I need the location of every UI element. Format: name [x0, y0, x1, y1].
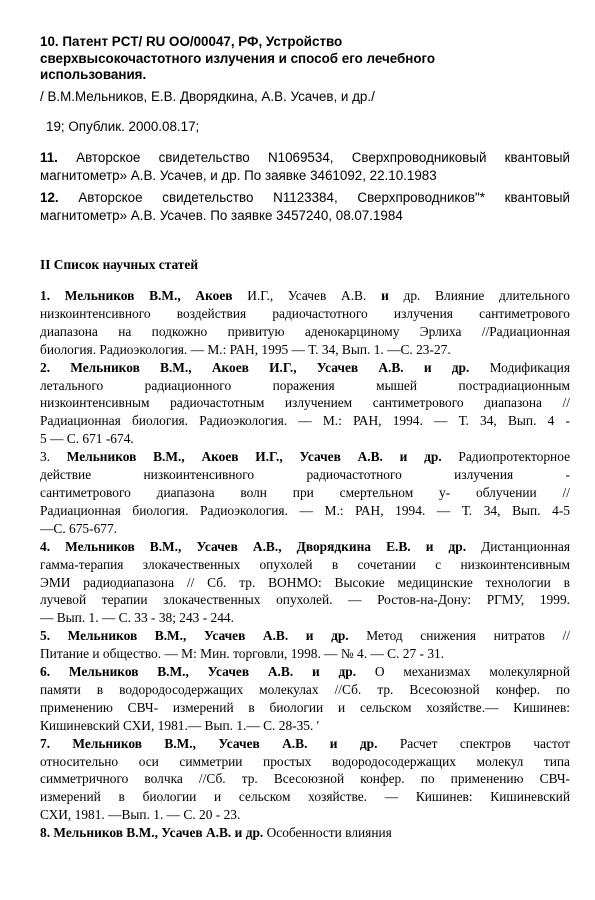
article-item: [40, 627, 570, 663]
article-line: [40, 753, 570, 771]
article-text: Особенности влияния: [263, 825, 392, 841]
article-item: [40, 663, 570, 735]
article-line: [40, 591, 570, 609]
article-line: [40, 377, 570, 395]
article-authors: 2. Мельников В.М., Акоев И.Г., Усачев А.В. и др.: [40, 359, 470, 375]
certificate-line: магнитометр» А.В. Усачев, и др. По заявке 3461092, 22.10.1983: [40, 167, 437, 183]
article-line: [40, 394, 570, 412]
article-line: [40, 502, 570, 520]
article-line: [40, 448, 570, 466]
article-text: низкоинтенсивным радиочастотным излучением сантиметрового диапазона //: [40, 395, 570, 411]
article-line: [40, 341, 570, 359]
article-text: Радиационная биология. Радиоэкология. — М.: РАН, 1994. — Т. 34, Вып. 4 -: [40, 413, 570, 429]
patent-title-line: сверхвысокочастотного излучения и способ его лечебного: [40, 50, 436, 66]
article-authors: 4. Мельников В.М., Усачев А.В., Дворядкина Е.В. и др.: [40, 538, 467, 554]
article-text: др. Влияние длительного: [388, 288, 571, 303]
article-line: [40, 287, 570, 305]
certificate-number: 11.: [40, 150, 58, 165]
article-line: [40, 323, 570, 341]
article-text: Питание и общество. — М: Мин. торговли, 1998. — № 4. — С. 27 - 31.: [40, 646, 445, 662]
article-text: Радиопротекторное: [441, 449, 571, 465]
article-text: СХИ, 1981. —Вып. 1. — С. 20 - 23.: [40, 807, 241, 823]
article-text: измерений в биологии и сельском хозяйстве. — Кишинев: Кишиневский: [40, 789, 570, 805]
article-line: [40, 430, 570, 448]
article-text: Кишиневский СХИ, 1981.— Вып. 1.— С. 28-35. ': [40, 717, 320, 733]
certificate-number: 12.: [40, 190, 59, 205]
article-text: ЭМИ радиодиапазона // Сб. тр. ВОНМО: Высокие медицинские технологии в: [40, 574, 570, 590]
article-line: [40, 681, 570, 699]
article-item: [40, 287, 570, 359]
article-line: [40, 538, 570, 556]
article-item: [40, 824, 570, 842]
article-line: [40, 466, 570, 484]
article-text: действие низкоинтенсивного радиочастотного излучения -: [40, 467, 570, 483]
article-text: 3.: [40, 449, 67, 465]
article-item: [40, 735, 570, 825]
article-text: Радиационная биология. Радиоэкология. — М.: РАН, 1994. — Т. 34, Вып. 4-5: [40, 502, 570, 518]
article-item: [40, 359, 570, 449]
article-line: [40, 484, 570, 502]
article-line: [40, 520, 570, 538]
article-text: применению СВЧ- измерений в биологии и сельском хозяйстве.— Кишинев:: [40, 699, 570, 715]
article-text: Модификация: [469, 359, 571, 375]
article-authors: 5. Мельников В.М., Усачев А.В. и др.: [40, 628, 349, 644]
article-line: [40, 627, 570, 645]
certificate-text: Авторское свидетельство N1123384, Сверхпроводников"* квантовый: [58, 190, 570, 205]
article-line: [40, 645, 570, 663]
certificate-11: [40, 149, 570, 184]
article-item: [40, 448, 570, 538]
article-authors: 6. Мельников В.М., Усачев А.В. и др.: [40, 664, 357, 680]
patent-title: [40, 34, 570, 84]
article-text: Дистанционная: [466, 538, 570, 554]
article-line: [40, 717, 570, 735]
article-text: низкоинтенсивного воздействия радиочастотного излучения сантиметрового: [40, 305, 570, 321]
article-line: [40, 806, 570, 824]
patent-title-line: 10. Патент PCT/ RU OO/00047, РФ, Устройство: [40, 34, 343, 49]
article-line: [40, 770, 570, 788]
patent-authors: / В.М.Мельников, Е.В. Дворядкина, А.В. Усачев, и др./: [40, 89, 375, 104]
article-line: [40, 735, 570, 753]
article-line: [40, 663, 570, 681]
article-authors: 8. Мельников В.М., Усачев А.В. и др.: [40, 825, 264, 841]
article-text: сантиметрового диапазона волн при смертельном у- облучении //: [40, 484, 570, 500]
article-text: относительно оси симметрии простых водородосодержащих молекул типа: [40, 753, 570, 769]
certificate-line: [40, 149, 570, 167]
articles-list: [40, 287, 570, 842]
certificate-line: [40, 189, 570, 207]
article-text: И.Г., Усачев А.В.: [232, 288, 382, 303]
article-text: памяти в водородосодержащих молекулах //Сб. тр. Всесоюзной конфер. по: [40, 681, 570, 697]
article-line: [40, 824, 570, 842]
article-line: [40, 359, 570, 377]
article-text: —С. 675-677.: [40, 520, 117, 536]
article-line: [40, 699, 570, 717]
article-authors: и: [381, 288, 389, 303]
article-text: биология. Радиоэкология. — М.: РАН, 1995 — Т. 34, Вып. 1. —С. 23-27.: [40, 341, 451, 357]
article-text: 5 — С. 671 -674.: [40, 431, 134, 447]
article-text: Расчет спектров частот: [377, 735, 570, 751]
patent-published: 19; Опублик. 2000.08.17;: [46, 119, 200, 134]
article-text: — Вып. 1. — С. 33 - 38; 243 - 244.: [40, 610, 234, 626]
article-authors: 1. Мельников В.М., Акоев: [40, 288, 233, 303]
article-text: симметричного волчка //Сб. тр. Всесоюзной конфер. по применению СВЧ-: [40, 771, 570, 787]
article-text: лучевой терапии злокачественных опухолей. — Ростов-на-Дону: РГМУ, 1999.: [40, 592, 570, 608]
article-text: гамма-терапия злокачественных опухолей в сочетании с низкоинтенсивным: [40, 556, 570, 572]
article-line: [40, 609, 570, 627]
article-item: [40, 538, 570, 628]
certificate-line: магнитометр» А.В. Усачев. По заявке 3457240, 08.07.1984: [40, 207, 403, 223]
article-text: летального радиационного поражения мышей пострадиационным: [40, 377, 570, 393]
article-line: [40, 305, 570, 323]
article-text: Метод снижения нитратов //: [348, 628, 571, 644]
article-line: [40, 788, 570, 806]
certificate-12: [40, 189, 570, 224]
section-title: II Список научных статей: [40, 257, 199, 272]
patent-title-line: использования.: [40, 67, 147, 82]
article-authors: Мельников В.М., Акоев И.Г., Усачев А.В. и др.: [66, 449, 442, 465]
article-line: [40, 574, 570, 592]
article-line: [40, 556, 570, 574]
article-text: О механизмах молекулярной: [356, 664, 570, 680]
article-authors: 7. Мельников В.М., Усачев А.В. и др.: [40, 735, 378, 751]
article-line: [40, 412, 570, 430]
article-text: диапазона на подкожно привитую аденокарциному Эрлиха //Радиационная: [40, 323, 570, 339]
certificate-text: Авторское свидетельство N1069534, Сверхпроводниковый квантовый: [57, 150, 570, 165]
